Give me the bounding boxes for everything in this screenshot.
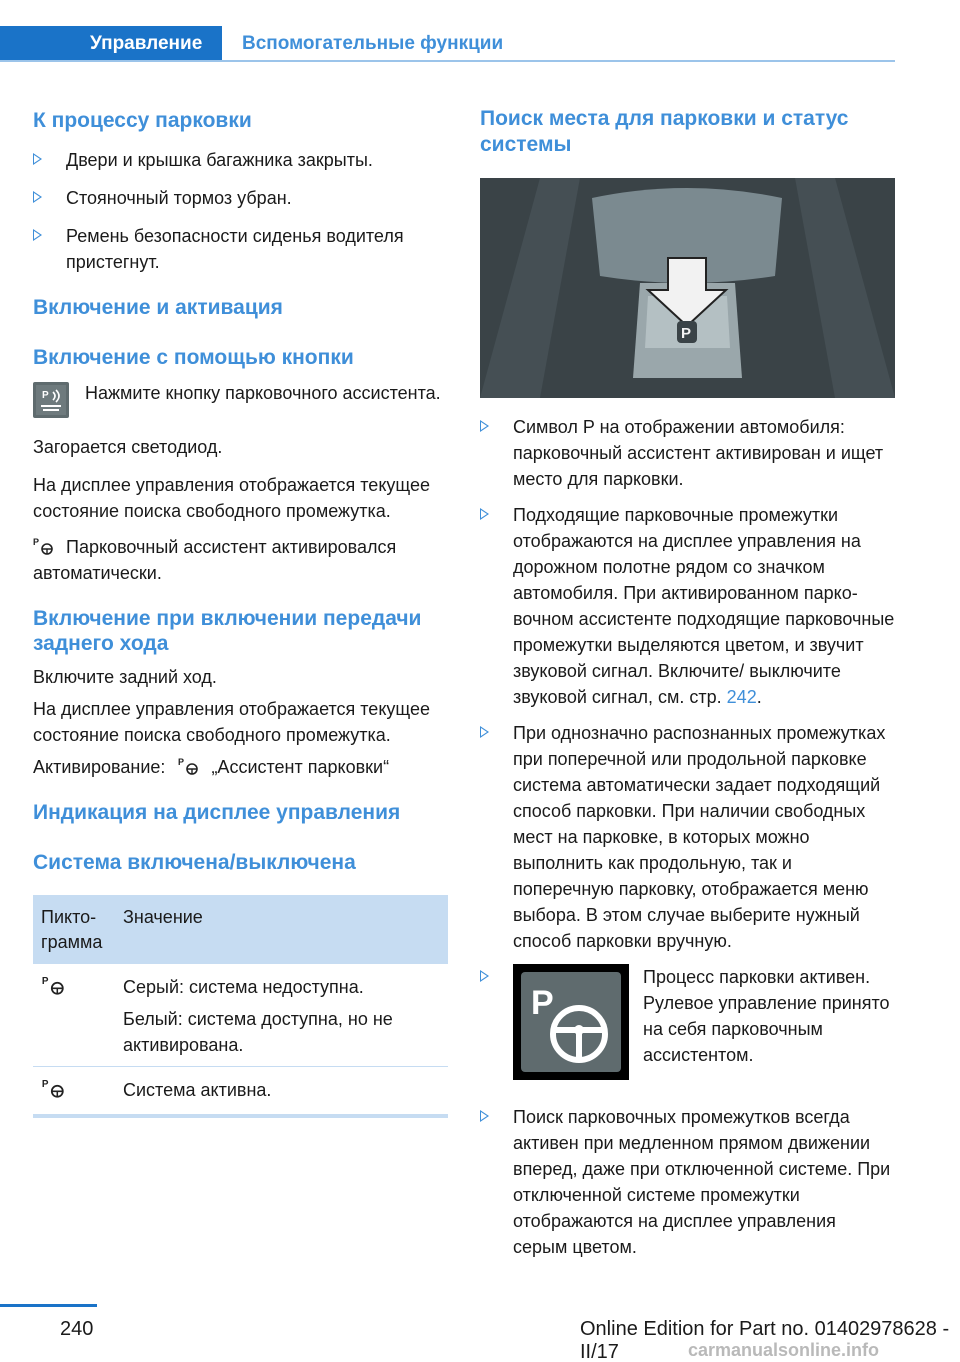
tab-controls[interactable]: Управление (0, 26, 222, 60)
control-display-image (480, 178, 895, 398)
bullet-triangle-icon (480, 508, 489, 520)
list-item: Поиск парковочных промежутков всегда активен при медленном прямом движении вперед, даже при отключенной системе. При отключенной системе промежутки отображаются на дисплее управления серым цветом. (480, 1104, 895, 1260)
right-column (480, 96, 895, 1272)
heading-switch-on: Включение и активация (33, 296, 283, 319)
conditions-list (33, 147, 448, 275)
table-header-row (33, 895, 448, 964)
svg-text:P: P (178, 757, 185, 767)
list-item: При однозначно распознанных промежутках при поперечной или продольной парковке система автоматически задает подходящий способ парковки. При наличии свободных мест на парковке, в которых можно выполнить как продольную, так и поперечную парковку, отображается меню выбора. В этом случае выберите нужный способ парковки вручную. (480, 720, 895, 954)
bullet-triangle-icon (480, 1110, 489, 1122)
led-text: Загорается светодиод. (33, 437, 223, 457)
heading-parking-process: К процессу парковки (33, 109, 252, 132)
bullet-triangle-icon (480, 420, 489, 432)
list-item: P Процесс парковки активен. Рулевое управление принято на себя парковочным ассистентом. (480, 964, 895, 1092)
watermark: carmanualsonline.info (688, 1340, 880, 1360)
table-cell-active: Система активна. (115, 1067, 448, 1117)
parking-assist-small-icon (178, 756, 200, 776)
display-text-2: На дисплее управления отображается текущее состояние поиска свободного промежутка. (33, 699, 431, 745)
table-header-pictogram: Пиктограмма (41, 907, 103, 952)
heading-parking-search: Поиск места для парковки и статус системы (480, 107, 849, 156)
park-assist-button-icon (33, 382, 69, 418)
table-cell-gray: Серый: система недоступна. (123, 977, 364, 997)
bullet-triangle-icon (33, 153, 42, 165)
heading-by-button: Включение с помощью кнопки (33, 346, 354, 369)
button-instruction (33, 380, 448, 432)
bullet-triangle-icon (33, 229, 42, 241)
parking-assist-active-icon (41, 1077, 67, 1099)
left-column (33, 96, 448, 1118)
heading-on-off: Система включена/выключена (33, 851, 356, 874)
pictogram-table (33, 895, 448, 1118)
svg-text:P: P (42, 390, 49, 401)
svg-text:P: P (41, 1078, 49, 1090)
svg-text:P: P (531, 984, 554, 1022)
page-link-242[interactable]: 242 (726, 687, 757, 707)
edition-text: Online Edition for Part no. 01402978628 - II/17 (580, 1318, 950, 1362)
list-item: Символ P на отображении автомобиля: парковочный ассистент активирован и ищет место для парковки. (480, 414, 895, 492)
list-item: Стояночный тормоз убран. (33, 185, 448, 211)
list-item: Ремень безопасности сиденья водителя пристегнут. (33, 223, 448, 275)
tab-driver-assistance[interactable]: Вспомогательные функции (242, 33, 504, 54)
svg-text:P: P (681, 325, 692, 342)
svg-text:P: P (41, 975, 49, 987)
bullet-triangle-icon (33, 191, 42, 203)
list-item: Двери и крышка багажника закрыты. (33, 147, 448, 173)
table-row (33, 964, 448, 1067)
footer-rule (0, 1304, 97, 1307)
svg-text:P: P (33, 537, 40, 547)
header-rule (0, 60, 895, 62)
auto-activated-text: P Парковочный ассистент активировался автоматически. (33, 537, 397, 583)
status-list (480, 414, 895, 1260)
bullet-triangle-icon (480, 726, 489, 738)
bullet-triangle-icon (480, 970, 489, 982)
parking-assist-small-icon (33, 536, 55, 556)
list-item: Подходящие парковочные промежутки отображаются на дисплее управления на дорожном полотне рядом со значком автомобиля. При активированном парковочном ассистенте подходящие парковочные промежутки выделяются цветом, и звучит звуковой сигнал. Включите/ выключите звуковой сигнал, см. стр. 242. (480, 502, 895, 710)
parking-active-steering-icon (513, 964, 629, 1080)
parking-assist-gray-icon (41, 974, 67, 996)
table-cell-white: Белый: система доступна, но не активирована. (123, 1009, 393, 1055)
heading-reverse-gear: Включение при включении передачи заднего хода (33, 607, 422, 655)
table-row (33, 1067, 448, 1117)
page-number: 240 (60, 1318, 94, 1340)
press-button-text: Нажмите кнопку парковочного ассистента. (85, 383, 441, 403)
heading-indication: Индикация на дисплее управления (33, 801, 401, 824)
reverse-text: Включите задний ход. (33, 667, 217, 687)
header-bar (0, 26, 895, 62)
display-text-1: На дисплее управления отображается текущее состояние поиска свободного промежутка. (33, 475, 431, 521)
table-header-meaning: Значение (123, 907, 203, 927)
activation-line: Активирование: P „Ассистент парковки“ (33, 757, 390, 777)
